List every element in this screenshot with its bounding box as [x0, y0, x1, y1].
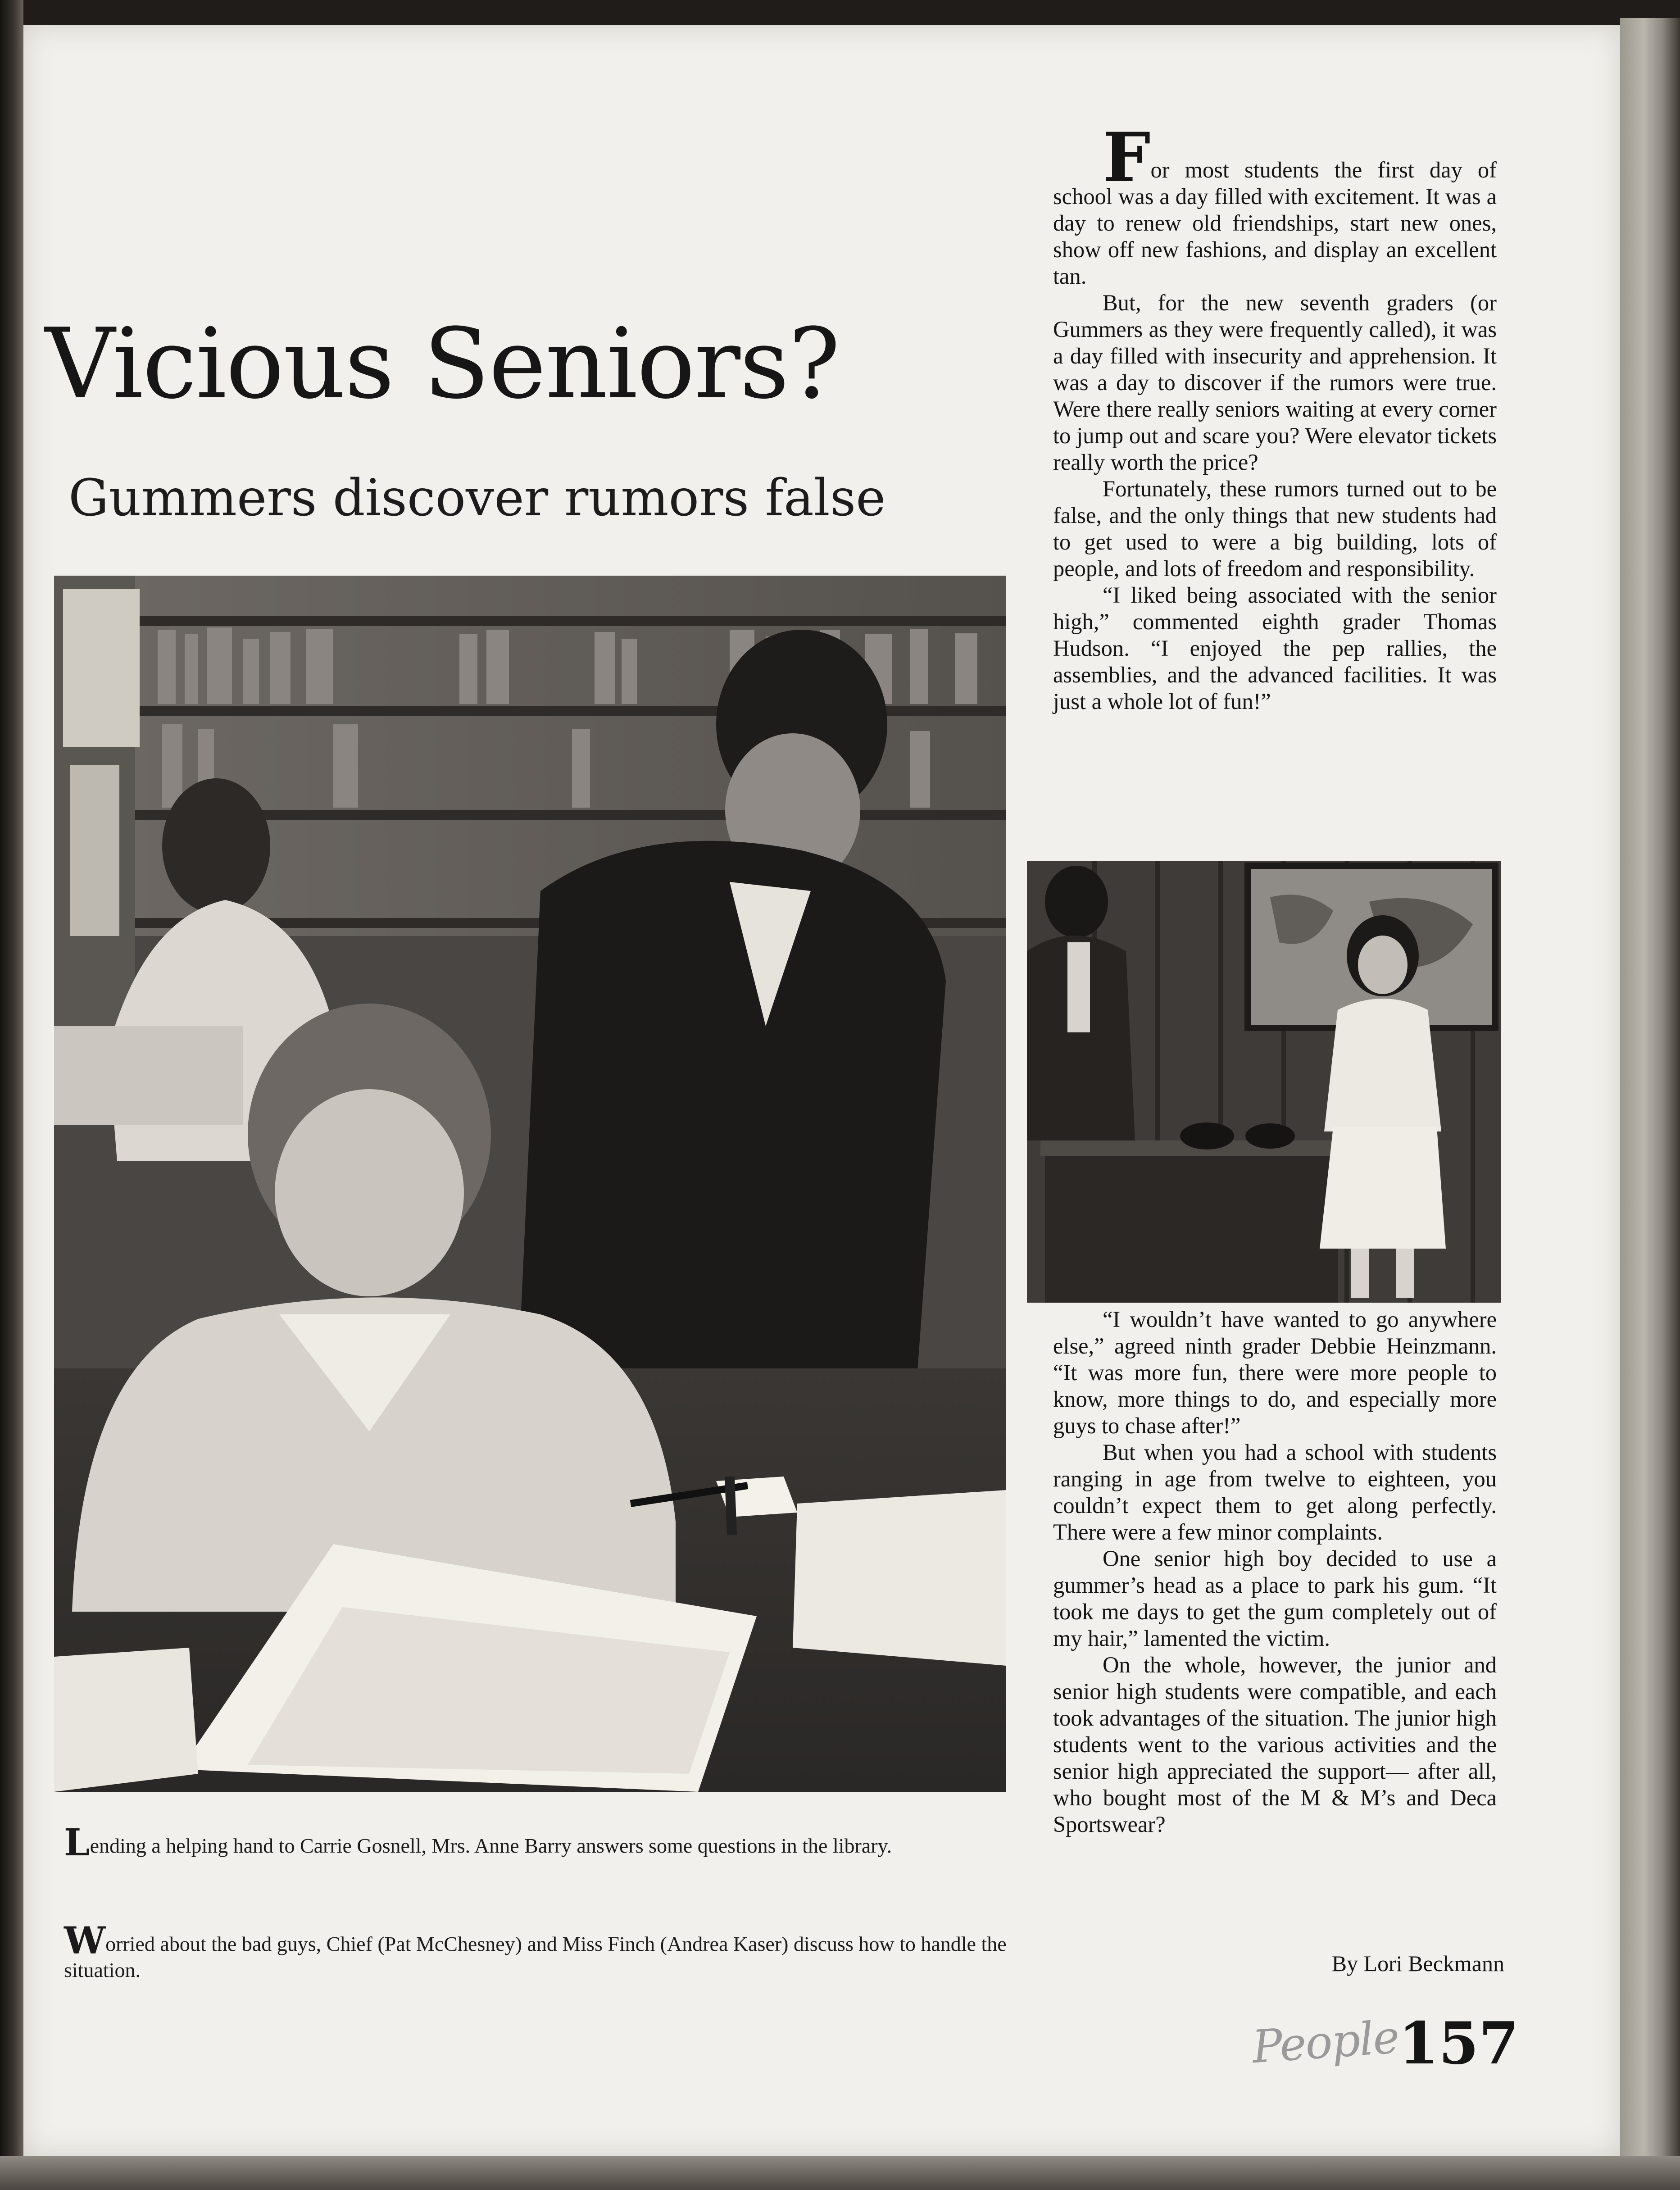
body-paragraph — [1053, 118, 1497, 290]
article-headline: Vicious Seniors? — [45, 307, 840, 420]
body-paragraph: One senior high boy decided to use a gummer’s head as a place to park his gum. “It took me days to get the gum completely out of my hair,” lamented the victim. — [1053, 1546, 1497, 1651]
body-paragraph: “I wouldn’t have wanted to go anywhere else,” agreed ninth grader Debbie Heinzmann. “It was more fun, there were more people to know, more things to do, and especially more guys to chase after!” — [1053, 1307, 1497, 1438]
article-byline: By Lori Beckmann — [1331, 1951, 1504, 1976]
body-paragraph: On the whole, however, the junior and senior high students were compatible, and each took advantages of the situation. The junior high students went to the various activities and the senior high appreciated the support— after all, who bought most of the M & M’s and Deca Sportswear? — [1053, 1652, 1497, 1837]
body-paragraph: Fortunately, these rumors turned out to be false, and the only things that new students had to get used to were a big building, lots of people, and lots of freedom and responsibility. — [1053, 476, 1497, 581]
page-edge-bottom — [0, 2156, 1680, 2190]
caption-initial: L — [64, 1821, 90, 1864]
stage-photo — [1027, 861, 1501, 1303]
page-edge-right — [1620, 18, 1680, 2190]
body-paragraph: “I liked being associated with the senior high,” commented eighth grader Thomas Hudson. “I enjoyed the pep rallies, the assemblies, and the advanced facilities. It was just a whole lot of fun!” — [1053, 582, 1497, 714]
library-photo-art — [54, 576, 1006, 1792]
drop-cap: F — [1103, 118, 1151, 197]
body-paragraph: But when you had a school with students ranging in age from twelve to eighteen, you couldn’t expect them to get along perfectly. There were a few minor complaints. — [1053, 1440, 1497, 1545]
book-binding — [0, 0, 23, 2190]
photo-caption-stage — [64, 1919, 1010, 1983]
caption-text: ending a helping hand to Carrie Gosnell, Mrs. Anne Barry answers some questions in the library. — [90, 1834, 892, 1857]
article-body-bottom — [1053, 1306, 1497, 1838]
library-photo — [54, 576, 1006, 1792]
body-text: or most students the first day of school was a day filled with excitement. It was a day to renew old friendships, start new ones, show off new fashions, and display an excellent tan. — [1053, 157, 1497, 289]
article-subheadline: Gummers discover rumors false — [68, 469, 886, 527]
folio-section-handwritten: People — [1250, 2010, 1401, 2074]
photo-caption-library — [64, 1821, 1010, 1864]
stage-photo-art — [1027, 861, 1501, 1303]
caption-text: orried about the bad guys, Chief (Pat McChesney) and Miss Finch (Andrea Kaser) discuss how to handle the situation. — [64, 1932, 1007, 1981]
article-body-top — [1053, 118, 1497, 715]
caption-initial: W — [64, 1919, 106, 1963]
page-number: 157 — [1398, 2010, 1519, 2077]
body-paragraph: But, for the new seventh graders (or Gummers as they were frequently called), it was a day filled with insecurity and apprehension. It was a day to discover if the rumors were true. Were there really seniors waiting at every corner to jump out and scare you? Were elevator tickets really worth the price? — [1053, 290, 1497, 475]
